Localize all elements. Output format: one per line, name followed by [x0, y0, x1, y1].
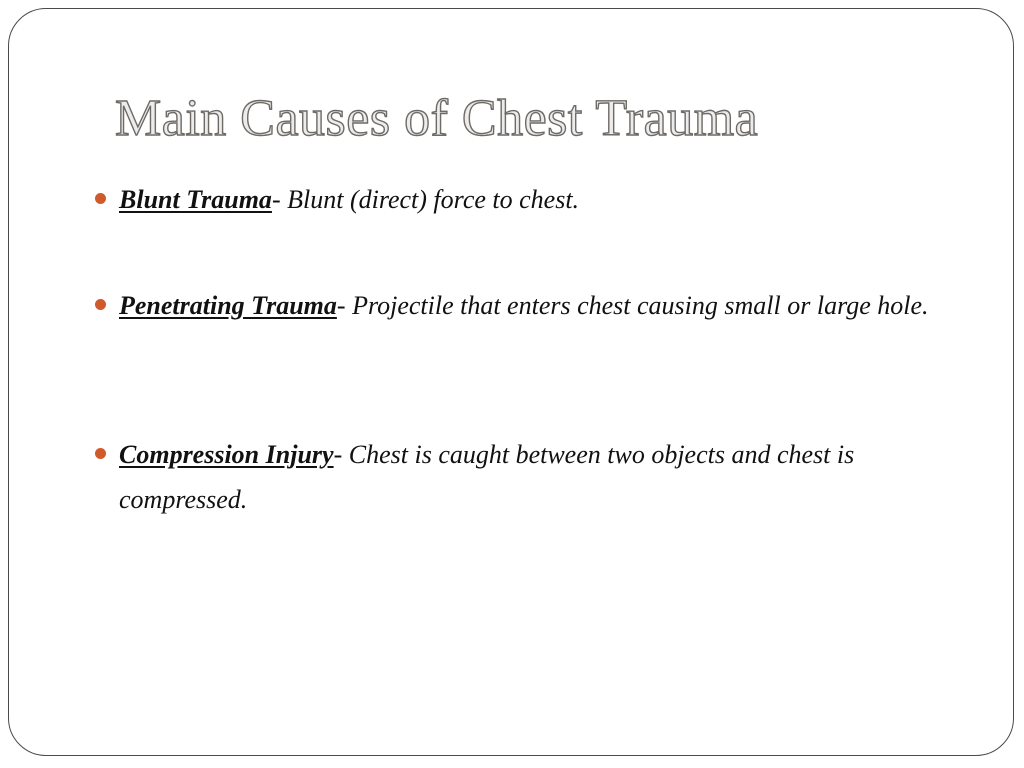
bullet-term: Penetrating Trauma: [119, 291, 337, 320]
slide-title: Main Causes of Chest Trauma: [115, 90, 759, 147]
bullet-description: Blunt (direct) force to chest.: [287, 185, 580, 214]
bullet-term: Compression Injury: [119, 440, 334, 469]
bullet-dot-icon: [95, 299, 106, 310]
bullet-item-penetrating-trauma: [119, 283, 949, 328]
bullet-description: Projectile that enters chest causing small or large hole.: [352, 291, 929, 320]
bullet-item-compression-injury: [119, 432, 949, 522]
slide: [8, 8, 1014, 756]
bullet-dot-icon: [95, 193, 106, 204]
bullet-list: [9, 9, 1013, 755]
bullet-description: Chest is caught between two objects and chest is compressed.: [119, 440, 855, 514]
bullet-dot-icon: [95, 448, 106, 459]
bullet-separator: -: [333, 440, 349, 469]
bullet-separator: -: [271, 185, 288, 214]
bullet-term: Blunt Trauma: [119, 185, 272, 214]
bullet-item-blunt-trauma: [119, 177, 949, 222]
bullet-separator: -: [336, 291, 353, 320]
